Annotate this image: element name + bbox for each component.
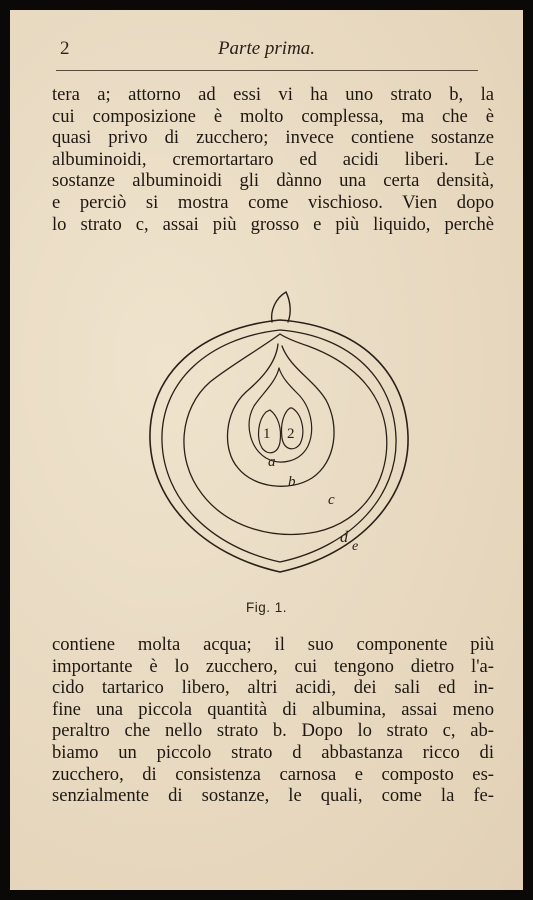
stalk-tip: [272, 292, 291, 322]
text-line: fine una piccola quantità di albumina, assai meno: [52, 698, 494, 720]
label-d: d: [340, 529, 348, 546]
text-line: quasi privo di zucchero; invece contiene sostanze: [52, 127, 494, 149]
text-line: contiene molta acqua; il suo componente più: [52, 634, 494, 655]
label-1: 1: [263, 426, 271, 442]
label-b: b: [288, 474, 296, 490]
label-c: c: [328, 492, 335, 508]
layer-c-outline: [184, 334, 387, 534]
paragraph-top: [52, 84, 494, 235]
text-line: zucchero, di consistenza carnosa e composto es-: [52, 763, 494, 785]
text-line: biamo un piccolo strato d abbastanza ricco di: [52, 741, 494, 763]
label-2: 2: [287, 426, 295, 442]
text-line: albuminoidi, cremortartaro ed acidi liberi. Le: [52, 148, 494, 170]
text-line: senzialmente di sostanze, le quali, come la fe-: [52, 785, 494, 807]
layer-b-outline: [228, 344, 335, 486]
page-title: Parte prima.: [217, 38, 316, 59]
text-line: cido tartarico libero, altri acidi, dei sali ed in-: [52, 677, 494, 699]
text-line: cui composizione è molto complessa, ma che è: [52, 105, 494, 127]
label-e: e: [352, 539, 359, 554]
text-line: tera a; attorno ad essi vi ha uno strato b, la: [52, 84, 494, 105]
text-line: importante è lo zucchero, cui tengono dietro l'a-: [52, 655, 494, 677]
paragraph-bottom: [52, 634, 494, 807]
text-line: sostanze albuminoidi gli dànno una certa densità,: [52, 170, 494, 192]
running-head: [10, 38, 523, 64]
figure-caption: Fig. 1.: [245, 600, 287, 615]
text-line: lo strato c, assai più grosso e più liquido, perchè: [52, 213, 494, 235]
text-line: e perciò si mostra come vischioso. Vien dopo: [52, 191, 494, 213]
book-page: [10, 10, 523, 890]
header-rule: [56, 70, 478, 71]
label-a: a: [268, 454, 276, 470]
page-number: 2: [60, 38, 70, 59]
grape-cross-section-figure: [140, 282, 420, 584]
text-line: peraltro che nello strato b. Dopo lo strato c, ab-: [52, 720, 494, 742]
layer-a-outline: [249, 368, 312, 462]
